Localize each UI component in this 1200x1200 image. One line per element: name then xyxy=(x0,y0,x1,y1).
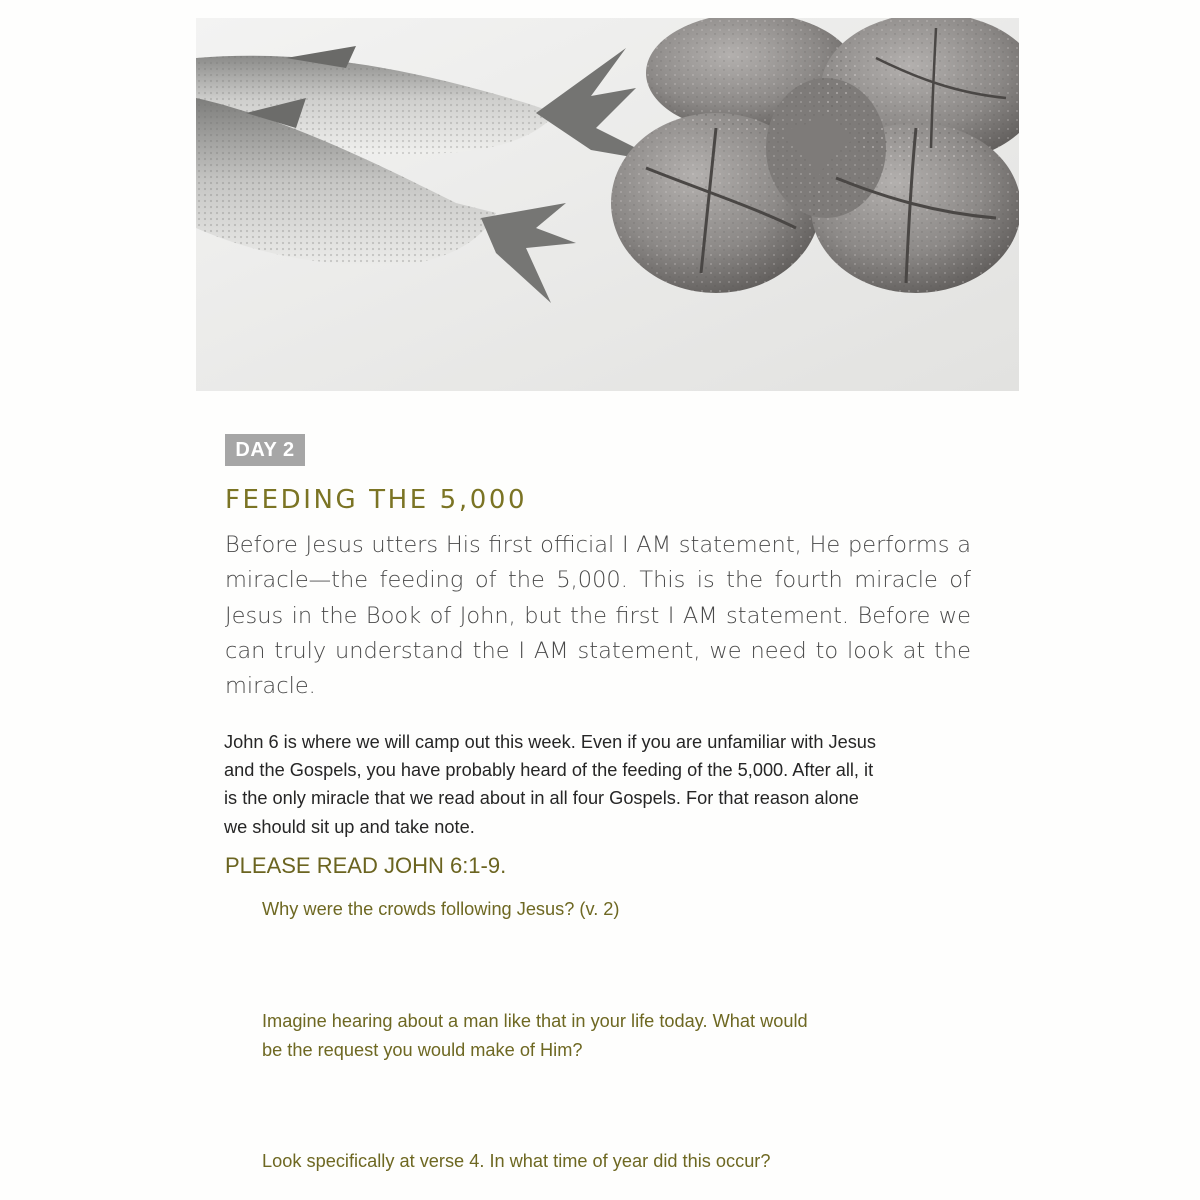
body-line: is the only miracle that we read about in all four Gospels. For that reason alone xyxy=(224,788,859,809)
body-line: we should sit up and take note. xyxy=(224,816,475,837)
question-2 xyxy=(262,1007,942,1064)
question-3 xyxy=(262,1147,942,1176)
question-line: Look specifically at verse 4. In what time of year did this occur? xyxy=(262,1151,771,1171)
intro-paragraph: Before Jesus utters His first official I AM statement, He performs a miracle—the feeding of the 5,000. This is the fourth miracle of Jesus in the Book of John, but the first I AM statement. Before we can truly understand the I AM statement, we need to look at the miracle. xyxy=(225,532,971,700)
fish-and-bread-photo xyxy=(196,18,1019,391)
read-heading: PLEASE READ JOHN 6:1-9. xyxy=(225,853,507,878)
lesson-title: FEEDING THE 5,000 xyxy=(225,485,528,515)
question-line: Why were the crowds following Jesus? (v. 2) xyxy=(262,899,620,919)
question-line: be the request you would make of Him? xyxy=(262,1039,583,1060)
day-badge: DAY 2 xyxy=(225,434,305,466)
body-line: John 6 is where we will camp out this week. Even if you are unfamiliar with Jesus xyxy=(224,732,877,752)
body-line: and the Gospels, you have probably heard of the feeding of the 5,000. After all, it xyxy=(224,760,874,781)
body-paragraph xyxy=(224,728,984,841)
question-1 xyxy=(262,895,942,924)
question-line: Imagine hearing about a man like that in your life today. What would xyxy=(262,1011,808,1031)
